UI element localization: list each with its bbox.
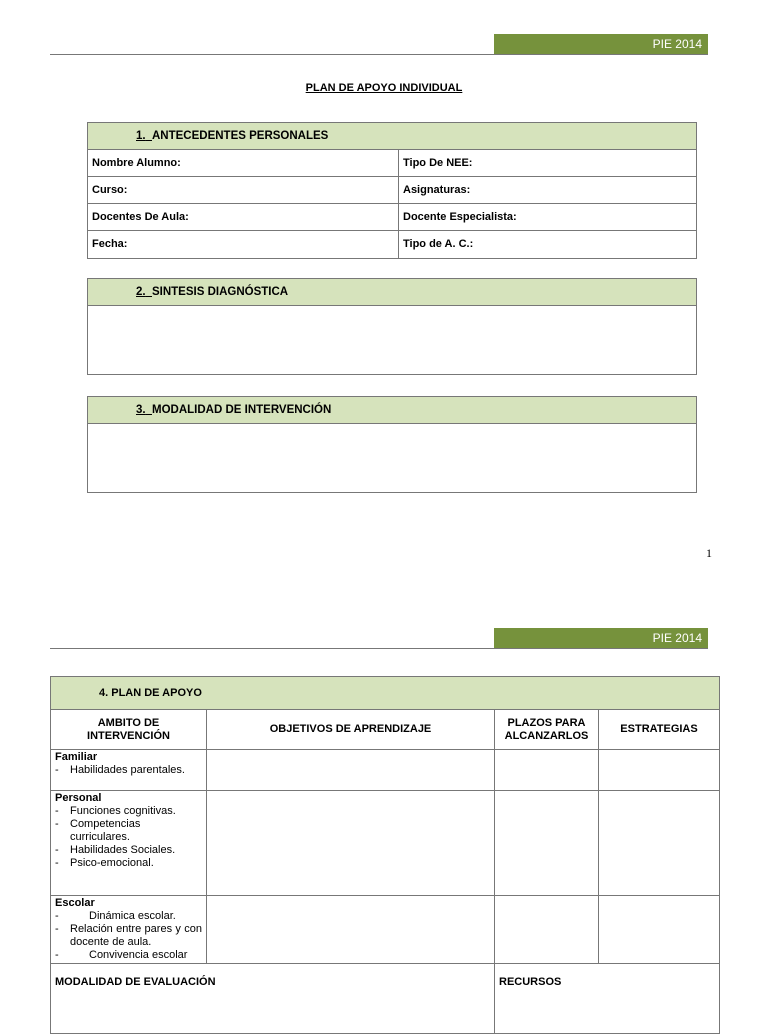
objetivos-cell[interactable] xyxy=(207,791,495,896)
page-number: 1 xyxy=(706,546,712,560)
column-header-plazos: PLAZOS PARA ALCANZARLOS xyxy=(495,710,599,750)
table-row xyxy=(51,964,720,1034)
section-number: 1. xyxy=(136,130,146,142)
header-rule xyxy=(50,54,708,55)
column-header-estrategias: ESTRATEGIAS xyxy=(599,710,720,750)
plazos-cell[interactable] xyxy=(495,896,599,964)
plazos-cell[interactable] xyxy=(495,750,599,791)
column-header-ambito: AMBITO DE INTERVENCIÓN xyxy=(51,710,207,750)
list-item: - Convivencia escolar xyxy=(55,949,202,962)
recursos-cell[interactable]: RECURSOS xyxy=(495,964,720,1034)
table-row xyxy=(51,791,720,896)
section-title: MODALIDAD DE INTERVENCIÓN xyxy=(151,404,332,416)
sintesis-heading xyxy=(88,279,696,306)
table-row xyxy=(51,750,720,791)
form-row xyxy=(88,150,696,177)
field-label[interactable]: Docente Especialista: xyxy=(403,211,517,223)
pie-header-tag: PIE 2014 xyxy=(494,628,708,648)
list-item: - Relación entre pares y con docente de aula. xyxy=(55,923,202,949)
document-title: PLAN DE APOYO INDIVIDUAL xyxy=(305,82,463,94)
field-label[interactable]: Nombre Alumno: xyxy=(88,150,399,176)
list-item: - Psico-emocional. xyxy=(55,857,202,870)
estrategias-cell[interactable] xyxy=(599,791,720,896)
antecedentes-section xyxy=(87,122,697,259)
antecedentes-heading xyxy=(88,123,696,150)
area-title: Escolar xyxy=(55,897,95,909)
form-row xyxy=(88,204,696,231)
list-item: - Funciones cognitivas. xyxy=(55,805,202,818)
list-item: - Dinámica escolar. xyxy=(55,910,202,923)
ambito-escolar-cell xyxy=(51,896,207,964)
modalidad-evaluacion-cell[interactable]: MODALIDAD DE EVALUACIÓN xyxy=(51,964,495,1034)
field-label[interactable]: Fecha: xyxy=(88,231,399,258)
list-item: - Competencias curriculares. xyxy=(55,818,202,844)
sintesis-section xyxy=(87,278,697,375)
objetivos-cell[interactable] xyxy=(207,750,495,791)
column-header-objetivos: OBJETIVOS DE APRENDIZAJE xyxy=(207,710,495,750)
estrategias-cell[interactable] xyxy=(599,750,720,791)
ambito-familiar-cell xyxy=(51,750,207,791)
field-label[interactable]: Tipo de A. C.: xyxy=(403,238,474,250)
plazos-cell[interactable] xyxy=(495,791,599,896)
field-label[interactable]: Asignaturas: xyxy=(403,184,471,196)
estrategias-cell[interactable] xyxy=(599,896,720,964)
section-number: 2. xyxy=(136,286,146,298)
modalidad-heading xyxy=(88,397,696,424)
form-row xyxy=(88,177,696,204)
plan-heading: 4. PLAN DE APOYO xyxy=(51,677,720,710)
modalidad-section xyxy=(87,396,697,493)
field-label[interactable]: Docentes De Aula: xyxy=(88,204,399,230)
section-title: SINTESIS DIAGNÓSTICA xyxy=(151,286,289,298)
list-item: - Habilidades parentales. xyxy=(55,764,202,777)
header-rule xyxy=(50,648,708,649)
ambito-personal-cell xyxy=(51,791,207,896)
sintesis-body[interactable] xyxy=(88,306,696,374)
field-label[interactable]: Tipo De NEE: xyxy=(403,157,473,169)
area-title: Personal xyxy=(55,792,102,804)
table-row xyxy=(51,896,720,964)
section-title: ANTECEDENTES PERSONALES xyxy=(151,130,329,142)
section-number: 3. xyxy=(136,404,146,416)
plan-de-apoyo-table xyxy=(50,676,720,1034)
modalidad-body[interactable] xyxy=(88,424,696,492)
objetivos-cell[interactable] xyxy=(207,896,495,964)
area-title: Familiar xyxy=(55,751,98,763)
pie-header-tag: PIE 2014 xyxy=(494,34,708,54)
list-item: - Habilidades Sociales. xyxy=(55,844,202,857)
field-label[interactable]: Curso: xyxy=(88,177,399,203)
form-row xyxy=(88,231,696,258)
